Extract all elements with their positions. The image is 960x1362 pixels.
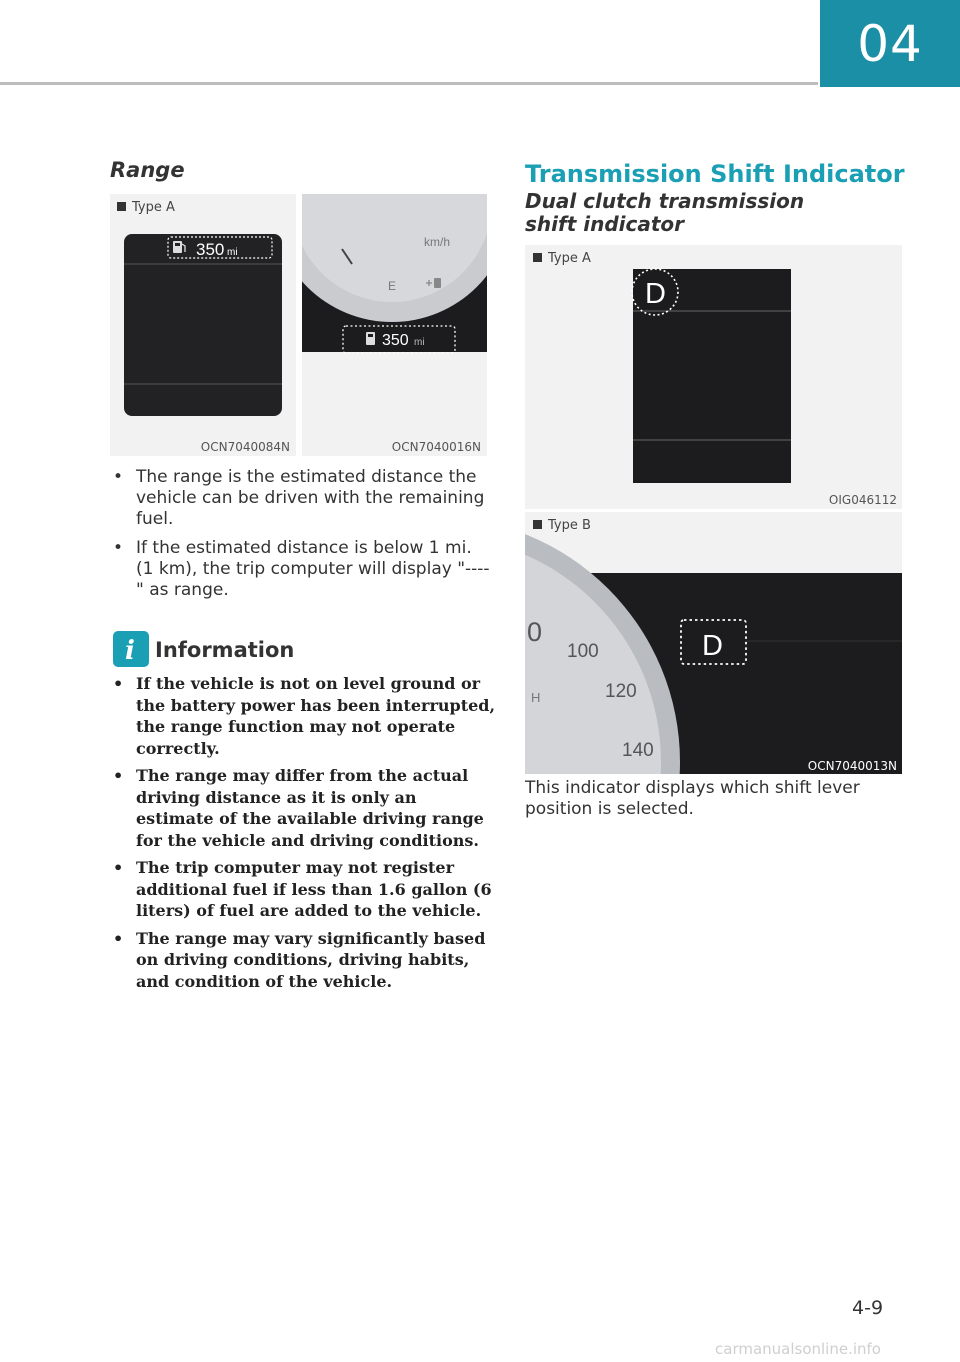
chapter-tab	[820, 0, 960, 87]
watermark: carmanualsonline.info	[715, 1340, 881, 1358]
cluster-gauge-type-b	[525, 512, 902, 774]
type-label: Type A	[117, 200, 175, 215]
type-label: Type B	[533, 518, 591, 533]
transmission-figure-type-b	[525, 512, 902, 774]
transmission-heading: Transmission Shift Indicator	[525, 160, 905, 188]
list-item: • The trip computer may not register additional fuel if less than 1.6 gallon (6 liters) of fuel are added to the vehicle.	[113, 858, 492, 920]
figure-code: OCN7040084N	[200, 440, 290, 454]
info-title: Information	[155, 638, 295, 662]
info-icon	[113, 631, 149, 667]
speed-mark: 0	[527, 617, 543, 647]
figure-code: OCN7040013N	[807, 759, 897, 773]
speed-mark: 140	[622, 740, 654, 761]
chapter-number: 04	[857, 14, 923, 73]
range-unit-b: mi	[414, 337, 425, 348]
header-rule	[0, 82, 818, 85]
range-heading: Range	[110, 158, 185, 182]
gauge-empty-label: E	[388, 279, 397, 293]
dct-subheading: Dual clutch transmission shift indicator	[525, 189, 805, 236]
gauge-unit-label: km/h	[424, 235, 451, 249]
range-figure-type-b	[302, 194, 487, 456]
transmission-paragraph: This indicator displays which shift lever position is selected.	[525, 778, 860, 819]
transmission-figure-type-a	[525, 245, 902, 509]
list-item: • The range may vary significantly based on driving conditions, driving habits, and condition of the vehicle.	[113, 928, 486, 991]
list-item: • If the vehicle is not on level ground or the battery power has been interrupted, the range function may not operate correctly.	[113, 674, 496, 758]
cluster-display-type-a	[525, 245, 902, 509]
range-unit-a: mi	[227, 247, 238, 258]
cluster-display-type-a	[110, 194, 296, 456]
list-item: • If the estimated distance is below 1 mi. (1 km), the trip computer will display "----" as range.	[113, 538, 490, 600]
list-item: • The range is the estimated distance the vehicle can be driven with the remaining fuel.	[113, 467, 485, 529]
gear-indicator-b: D	[702, 630, 723, 662]
gauge-h-label: H	[531, 690, 541, 705]
range-figure-type-a	[110, 194, 296, 456]
figure-code: OCN7040016N	[391, 440, 481, 454]
speed-mark: 100	[567, 641, 599, 662]
range-value-b: 350	[382, 332, 409, 349]
figure-code: OIG046112	[828, 493, 897, 507]
type-label: Type A	[533, 251, 591, 266]
range-value-a: 350	[196, 240, 225, 259]
fuel-pump-icon	[366, 332, 375, 345]
cluster-gauge-type-b	[302, 194, 487, 456]
page-number: 4-9	[852, 1297, 884, 1319]
svg-text:i: i	[125, 636, 135, 666]
list-item: • The range may differ from the actual driving distance as it is only an estimate of the available driving range for the vehicle and driving conditions.	[113, 766, 484, 850]
gear-indicator-a: D	[645, 278, 666, 310]
speed-mark: 120	[605, 681, 637, 702]
range-bullets	[113, 467, 493, 609]
info-notes	[113, 673, 495, 998]
